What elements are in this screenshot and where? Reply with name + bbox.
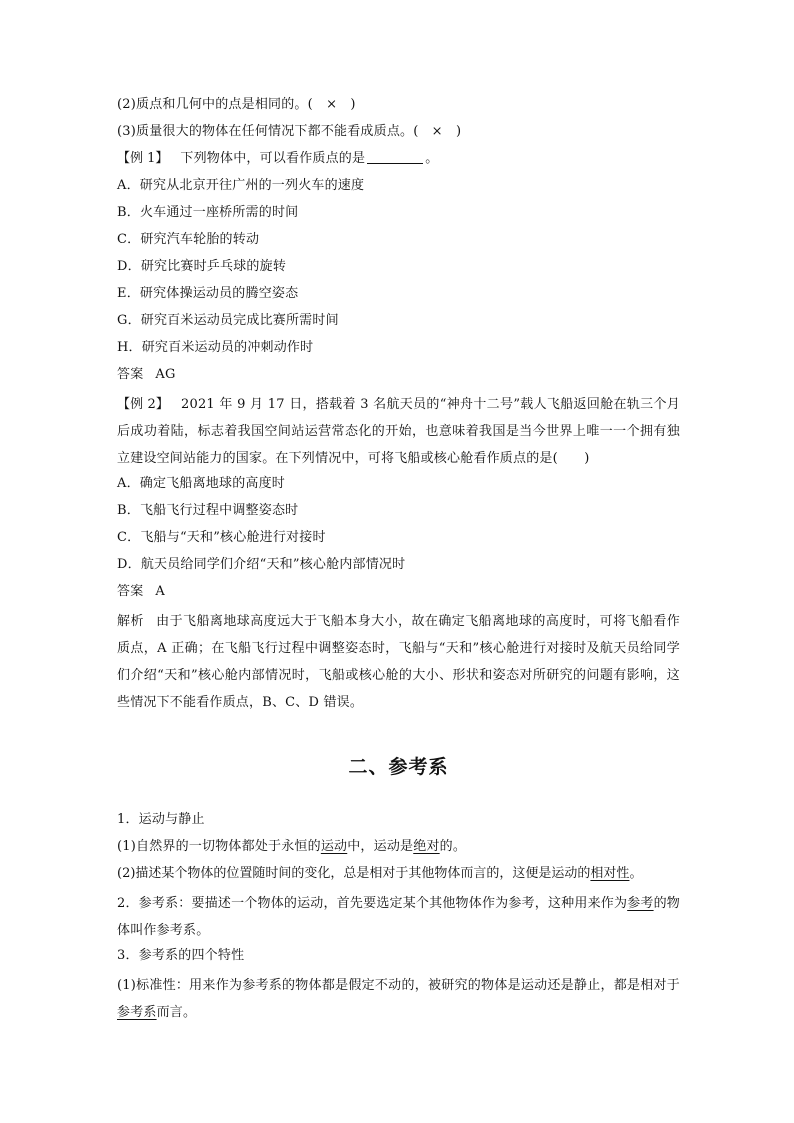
answer-value: AG [155, 367, 176, 382]
example-1-option-g: G．研究百米运动员完成比赛所需时间 [117, 313, 339, 328]
section-item-3-title: 3．参考系的四个特性 [117, 948, 245, 963]
key-term-motion: 运动 [320, 839, 348, 854]
example-1-stem-end: 。 [425, 151, 439, 166]
analysis-label: 解析 [117, 614, 144, 629]
text-run: 而言。 [156, 1005, 197, 1020]
text-run: 中，运动是 [347, 839, 414, 854]
text-run: 的。 [439, 839, 467, 854]
answer-label: 答案 [117, 367, 144, 382]
example-2-stem [117, 391, 680, 472]
section-item-1-title: 1．运动与静止 [117, 812, 205, 827]
text-run: (2)描述某个物体的位置随时间的变化，总是相对于其他物体而言的，这便是运动的 [117, 866, 591, 881]
key-term-reference-frame: 参考系 [117, 1005, 157, 1020]
judgement-item-3: (3)质量很大的物体在任何情况下都不能看成质点。( × ) [117, 124, 462, 139]
section-item-3-1 [117, 972, 680, 1026]
example-1-option-b: B．火车通过一座桥所需的时间 [117, 205, 299, 220]
example-1-option-h: H．研究百米运动员的冲刺动作时 [117, 340, 314, 355]
answer-blank [367, 149, 423, 164]
section-item-1-2 [117, 863, 680, 890]
key-term-absolute: 绝对 [413, 839, 440, 854]
example-2-question: 2021 年 9 月 17 日，搭载着 3 名航天员的“神舟十二号”载人飞船返回舱在轨三个月后成功着陆，标志着我国空间站运营常态化的开始，也意味着我国是当今世界上唯一一个拥有独立建设空间站能力的国家。在下列情况中，可将飞船或核心舱看作质点的是( ) [117, 397, 680, 466]
example-1-stem [117, 148, 680, 175]
example-2-label: 【例 2】 [117, 397, 169, 412]
example-1-option-c: C．研究汽车轮胎的转动 [117, 232, 260, 247]
text-run: 。 [629, 866, 643, 881]
analysis-text: 由于飞船离地球高度远大于飞船本身大小，故在确定飞船离地球的高度时，可将飞船看作质点，A 正确；在飞船飞行过程中调整姿态时，飞船与“天和”核心舱进行对接时及航天员给同学们介绍“天和”核心舱内部情况时，飞船或核心舱的大小、形状和姿态对所研究的问题有影响，这些情况下不能看作质点，B、C、D 错误。 [117, 614, 680, 710]
text-run: 2．参考系：要描述一个物体的运动，首先要选定某个其他物体作为参考，这种用来作为 [117, 896, 628, 911]
example-1-option-a: A．研究从北京开往广州的一列火车的速度 [117, 178, 365, 193]
example-2-answer [117, 581, 680, 608]
example-2-analysis [117, 608, 680, 716]
section-title: 二、参考系 [348, 756, 449, 778]
text-run: (1)标准性：用来作为参考系的物体都是假定不动的，被研究的物体是运动还是静止，都是相对于 [117, 978, 680, 993]
judgement-item-2: (2)质点和几何中的点是相同的。( × ) [117, 97, 356, 112]
example-1-option-e: E．研究体操运动员的腾空姿态 [117, 286, 299, 301]
text-run: 的物体叫作参考系。 [117, 896, 680, 938]
example-2-option-b: B．飞船飞行过程中调整姿态时 [117, 503, 299, 518]
example-2-option-d: D．航天员给同学们介绍“天和”核心舱内部情况时 [117, 557, 406, 572]
example-2-option-c: C．飞船与“天和”核心舱进行对接时 [117, 530, 326, 545]
answer-label: 答案 [117, 584, 144, 599]
example-1-label: 【例 1】 [117, 151, 169, 166]
key-term-relativity: 相对性 [590, 866, 630, 881]
section-item-1-1 [117, 836, 680, 863]
section-item-2 [117, 890, 680, 944]
page-content [117, 94, 680, 1027]
answer-value: A [155, 584, 165, 599]
example-1-answer [117, 364, 680, 391]
example-2-option-a: A．确定飞船离地球的高度时 [117, 476, 285, 491]
text-run: (1)自然界的一切物体都处于永恒的 [117, 839, 321, 854]
key-term-reference: 参考 [627, 896, 654, 911]
example-1-question: 下列物体中，可以看作质点的是 [180, 151, 366, 166]
example-1-option-d: D．研究比赛时乒乓球的旋转 [117, 259, 287, 274]
